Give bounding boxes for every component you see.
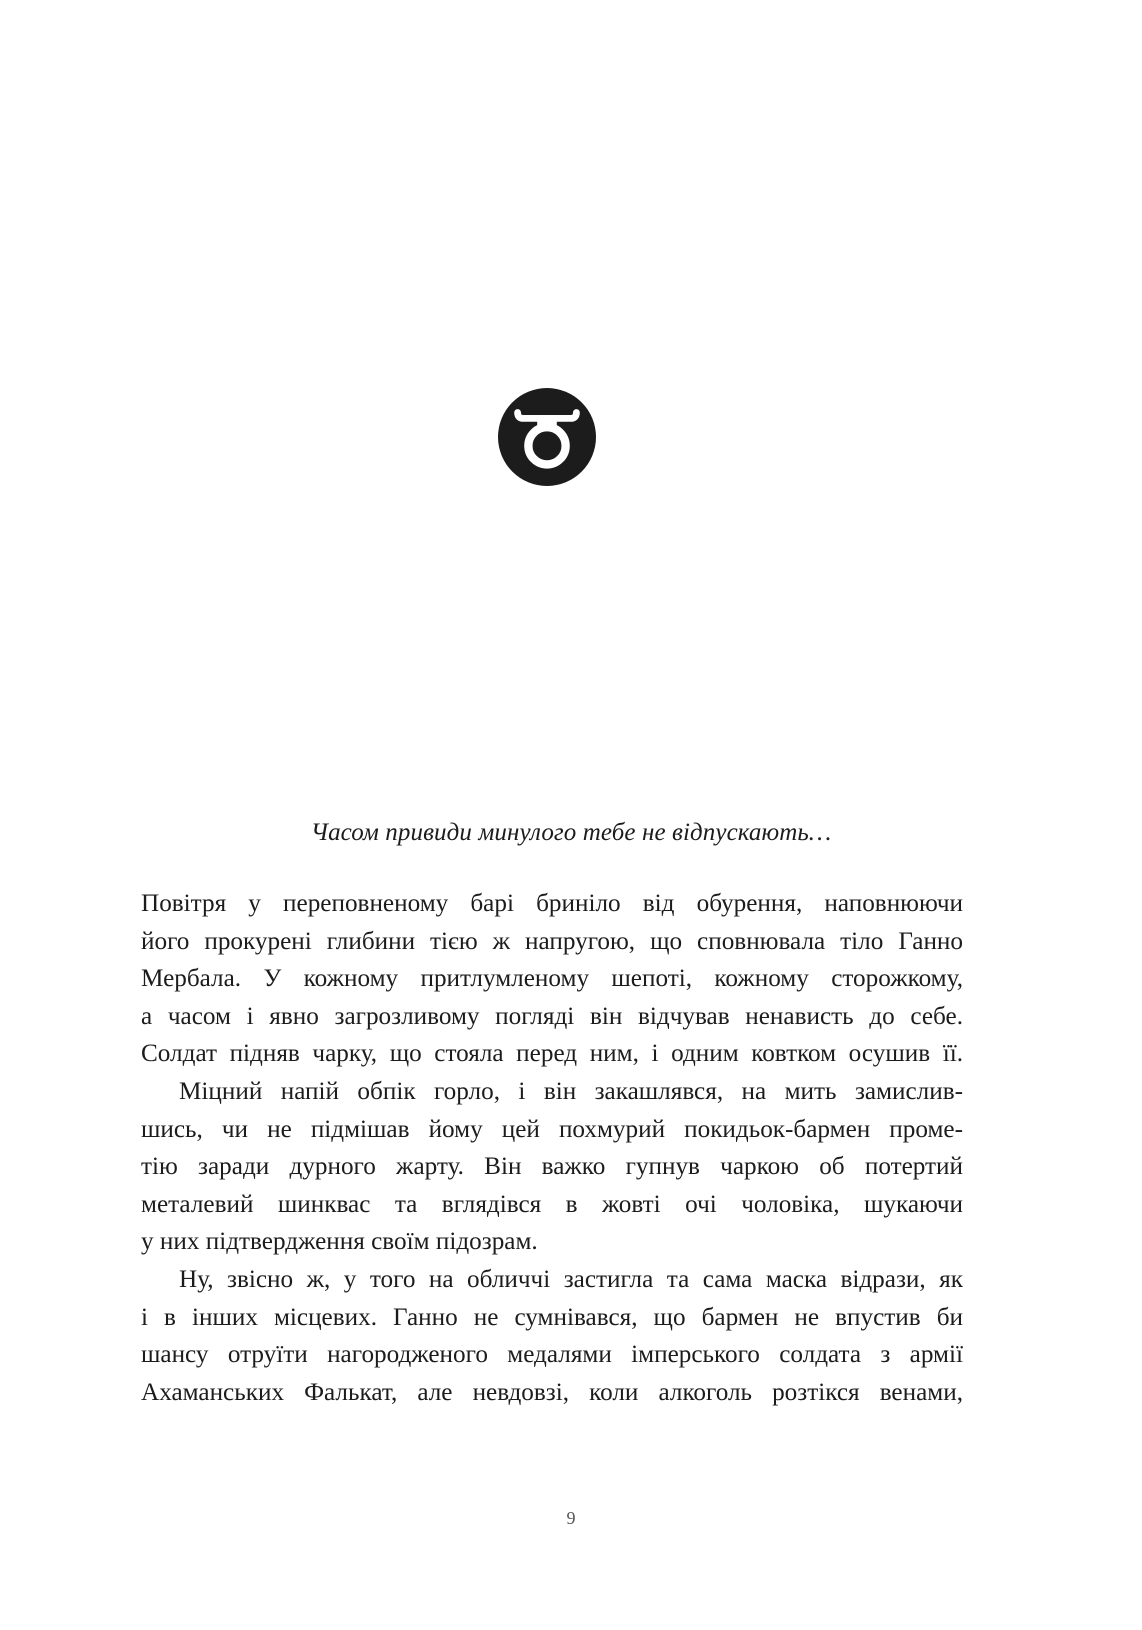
ouroboros-emblem-icon (498, 388, 596, 486)
text-line: металевий шинквас та вглядівся в жовті очі чоловіка, шукаючи (141, 1190, 963, 1218)
body-text (141, 885, 963, 1411)
text-line: і в інших місцевих. Ганно не сумнівався, що бармен не впустив би (141, 1303, 963, 1331)
text-line: шансу отруїти нагородженого медалями імперського солдата з армії (141, 1341, 963, 1369)
text-line: Ну, звісно ж, у того на обличчі застигла та сама маска відрази, як (179, 1265, 963, 1293)
text-line: Мербала. У кожному притлумленому шепоті, кожному сторожкому, (141, 965, 963, 993)
text-line: Солдат підняв чарку, що стояла перед ним, і одним ковтком осушив її. (141, 1040, 963, 1068)
paragraph (141, 1261, 963, 1411)
text-line: у них підтвердження своїм підозрам. (141, 1228, 538, 1256)
text-line: Міцний напій обпік горло, і він закашлявся, на мить замислив- (179, 1077, 963, 1105)
text-line: шись, чи не підмішав йому цей похмурий покидьок-бармен проме- (141, 1115, 963, 1143)
page-number: 9 (566, 1508, 576, 1528)
paragraph (141, 885, 963, 1073)
text-line: Ахаманських Фалькат, але невдовзі, коли алкоголь розтікся венами, (141, 1378, 963, 1406)
epigraph: Часом привиди минулого тебе не відпускають… (310, 819, 832, 846)
text-line: Повітря у переповненому барі бриніло від обурення, наповнюючи (141, 890, 963, 917)
paragraph (141, 1073, 963, 1261)
text-line: його прокурені глибини тією ж напругою, що сповнювала тіло Ганно (141, 927, 963, 955)
text-line: тію заради дурного жарту. Він важко гупнув чаркою об потертий (141, 1153, 963, 1181)
text-line: а часом і явно загрозливому погляді він відчував ненависть до себе. (141, 1002, 963, 1030)
